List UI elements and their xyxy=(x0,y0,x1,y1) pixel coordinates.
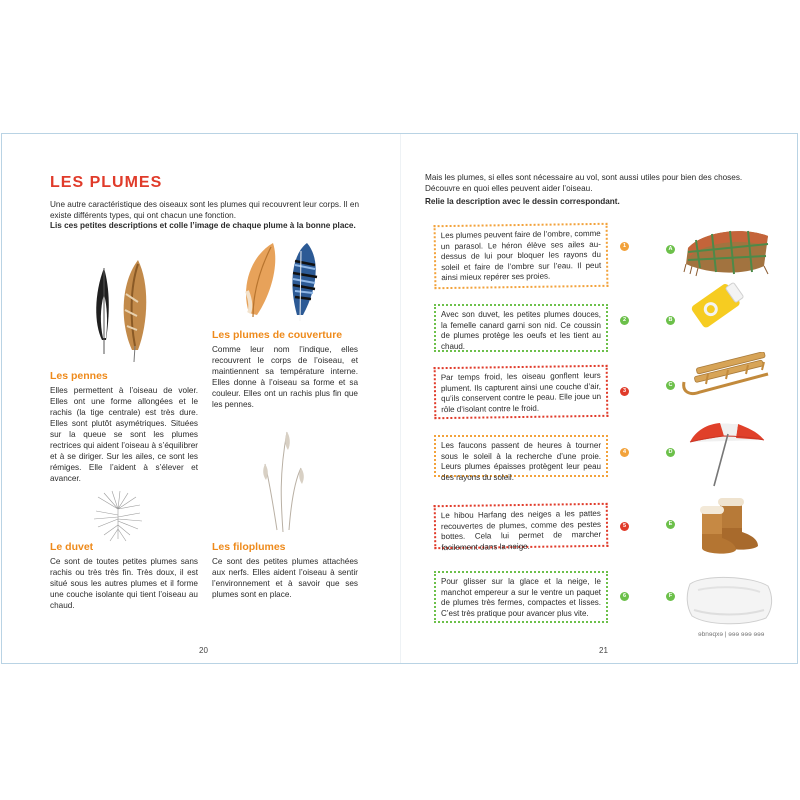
couverture-text: Comme leur nom l’indique, elles recouvrent le corps de l’oiseau, et maintiennent sa température interne. Elles donne à l’oiseau sa forme et sa couleur. Elles ont un rachis plus fin que les pennes. xyxy=(212,345,358,409)
letter-dot-e[interactable]: E xyxy=(666,520,675,529)
pennes-title: Les pennes xyxy=(50,370,108,382)
filoplumes-title: Les filoplumes xyxy=(212,541,286,553)
book-spread xyxy=(1,133,798,664)
number-dot-3[interactable]: 3 xyxy=(620,387,629,396)
mirrored-footer: ɘbnɘqxɘ | ɘɘɘ ɘɘɘ ɘɘɘ xyxy=(698,631,765,638)
description-box-5: Le hibou Harfang des neiges a les pattes recouvertes de plumes, comme des pestes bottes. Cela lui permet de marcher facilement dans la neige. xyxy=(434,503,609,549)
description-box-2: Avec son duvet, les petites plumes douces, la femelle canard garni son nid. Ce coussin de plumes protège les oeufs et les tient au chaud. xyxy=(434,304,608,352)
filoplume-icon xyxy=(265,432,301,532)
down-feather-icon xyxy=(94,491,142,541)
letter-dot-b[interactable]: B xyxy=(666,316,675,325)
pillow-illustration xyxy=(684,570,774,626)
description-box-3: Par temps froid, les oiseau gonflent leurs plument. Ils capturent ainsi une couche d’air, qu’ils conservent contre le peau. Elle joue un rôle d’isolant contre le froid. xyxy=(434,365,609,419)
left-instruction: Lis ces petites descriptions et colle l’image de chaque plume à la bonne place. xyxy=(50,221,356,230)
boots-illustration xyxy=(696,494,768,556)
duvet-text: Ce sont de toutes petites plumes sans rachis ou très très fin. Très doux, il est situé sous les autres plumes et il forme une couche isolante qui tient l’oiseau au chaud. xyxy=(50,557,198,610)
filoplumes-illustration xyxy=(257,424,309,534)
black-white-feather-icon xyxy=(96,268,109,354)
page-number-right: 21 xyxy=(599,646,608,655)
number-dot-2[interactable]: 2 xyxy=(620,316,629,325)
couverture-feathers-illustration xyxy=(235,241,335,323)
number-dot-5[interactable]: 5 xyxy=(620,522,629,531)
letter-dot-a[interactable]: A xyxy=(666,245,675,254)
right-intro: Mais les plumes, si elles sont nécessaire au vol, sont aussi utiles pour bien des choses. Découvre en quoi elles peuvent aider l’oiseau. xyxy=(425,173,743,193)
number-dot-6[interactable]: 6 xyxy=(620,592,629,601)
number-dot-1[interactable]: 1 xyxy=(620,242,629,251)
gutter-divider xyxy=(400,134,401,663)
letter-dot-d[interactable]: D xyxy=(666,448,675,457)
page-number-left: 20 xyxy=(199,646,208,655)
orange-feather-icon xyxy=(246,243,275,317)
brown-feather-icon xyxy=(124,260,147,362)
page-title: LES PLUMES xyxy=(50,174,163,191)
letter-dot-c[interactable]: C xyxy=(666,381,675,390)
couverture-title: Les plumes de couverture xyxy=(212,329,343,341)
duvet-title: Le duvet xyxy=(50,541,94,553)
left-intro: Une autre caractéristique des oiseaux sont les plumes qui recouvrent leur corps. Il en existe différents types, qui ont chacun une fonction. xyxy=(50,200,360,220)
blanket-illustration xyxy=(682,222,774,278)
letter-dot-f[interactable]: F xyxy=(666,592,675,601)
sled-illustration xyxy=(680,352,776,402)
pennes-text: Elles permettent à l’oiseau de voler. Elles ont une forme allongées et le rachis (la tige centrale) est très dure. Elles sont plutôt asymétriques. Situées sur la queue se sont les plumes rectrices qui aident l’oiseau à s’équilibrer et à se diriger. Sur les ailes, ce sont les rémiges. Elle l’aident à s’élever et avancer. xyxy=(50,386,198,483)
number-dot-4[interactable]: 4 xyxy=(620,448,629,457)
sunscreen-illustration xyxy=(686,280,750,338)
blue-jay-feather-icon xyxy=(292,243,317,321)
right-instruction: Relie la description avec le dessin correspondant. xyxy=(425,197,620,206)
duvet-illustration xyxy=(90,489,146,543)
description-box-1: Les plumes peuvent faire de l’ombre, comme un parasol. Le héron élève ses ailes au-dessus de lui pour bloquer les rayons du soleil et faire de l’ombre sur l’eau. Il peut ainsi mieux repérer ses proies. xyxy=(434,223,609,289)
filoplumes-text: Ce sont des petites plumes attachées aux nerfs. Elles aident l’oiseau à sentir l’environnement et à savoir que ses plumes sont en place. xyxy=(212,557,358,599)
description-box-6: Pour glisser sur la glace et la neige, le manchot empereur a sur le ventre un paquet de plumes très fermes, compactes et lisses. C’est très pratique pour avancer plus vite. xyxy=(434,571,608,623)
pennes-feathers-illustration xyxy=(90,254,160,366)
description-box-4: Les faucons passent de heures à tourner sous le soleil à la recherche d’une proie. Leurs plumes épaisses protègent leur peau des rayons du soleil. xyxy=(434,435,608,477)
umbrella-illustration xyxy=(686,416,776,488)
